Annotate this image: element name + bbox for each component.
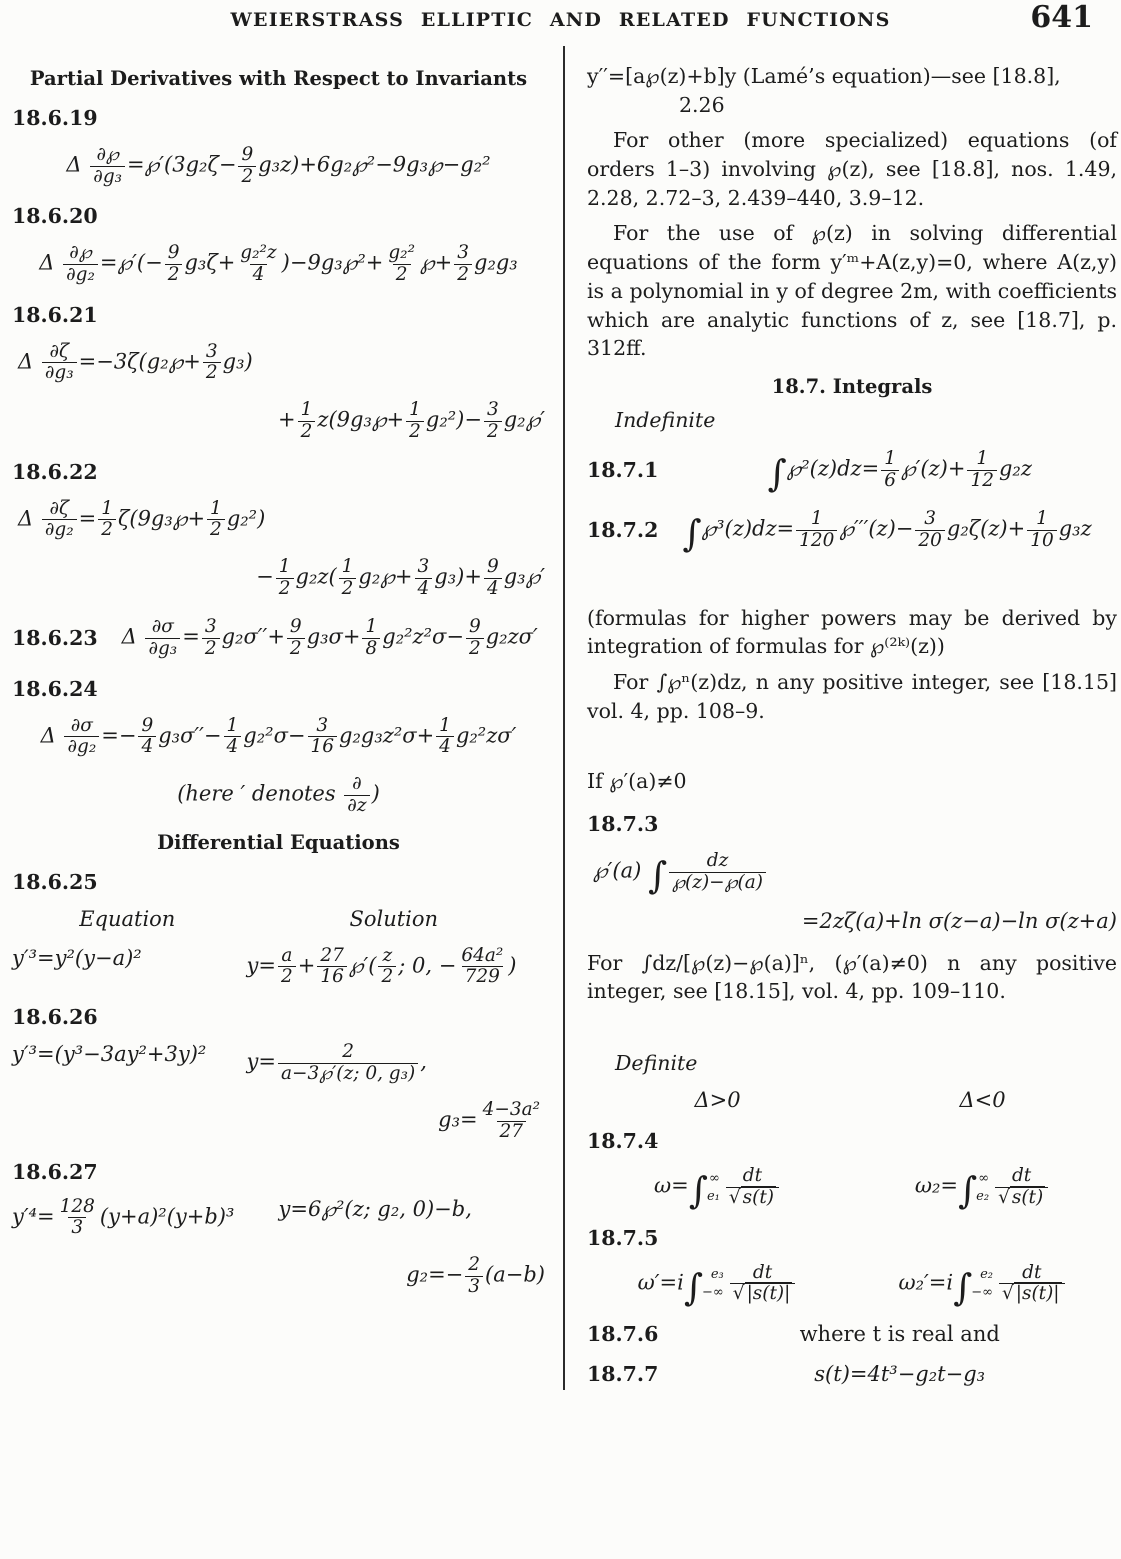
formula-cell: Δ<0 [959, 1088, 1006, 1113]
formula: g₃= $\frac{\text{4−3a²}}{27}$ [438, 1099, 540, 1143]
equation-number: 18.6.20 [12, 204, 98, 229]
formula-cell: y′⁴= $\frac{128}{3}$ (y+a)²(y+b)³ [12, 1195, 235, 1239]
paragraph: For ∫dz/[℘(z)−℘(a)]ⁿ, (℘′(a)≠0) n any positive integer, see [18.15], vol. 4, pp. 109–110. [587, 950, 1117, 1004]
labeled-formula [587, 447, 1117, 495]
equation-number: 18.6.23 [12, 626, 98, 651]
formula-cell: ω=∫ ∞ e₁ $\frac{dt}{√ s(t)}$ [587, 1165, 852, 1209]
formula: Δ $\frac{\partial℘}{\text{∂g₂}}$ =℘′(− $\frac{9}{2}$ g₃ζ+ $\frac{\text{g₂²z}}{4}$ )−9g₃℘²+ $\frac{\text{g₂²}}{2}$ ℘+ $\frac{3}{2}$ g₂g₃ [39, 242, 518, 286]
formula-cell: ω₂=∫ ∞ e₂ $\frac{dt}{√ s(t)}$ [852, 1165, 1117, 1209]
formula-cell: y= $\frac{2}{\text{a−3℘′(z; 0, g₃)}}$ , [246, 1041, 427, 1084]
two-column-layout [0, 53, 1121, 1402]
paragraph: If ℘′(a)≠0 [587, 769, 687, 794]
formula: g₂=− $\frac{2}{3}$ (a−b) [406, 1254, 545, 1297]
formula: + $\frac{1}{2}$ z(9g₃℘+ $\frac{1}{2}$ g₂²)− $\frac{3}{2}$ g₂℘′ [278, 399, 545, 442]
equation-number: 18.6.24 [12, 676, 98, 701]
formula: Δ $\frac{\partial\zeta}{\text{∂g₂}}$ = $\frac{1}{2}$ ζ(9g₃℘+ $\frac{1}{2}$ g₂²) [18, 497, 266, 541]
left-column [0, 53, 563, 1313]
labeled-formula [587, 1362, 1117, 1386]
equation-number: 18.6.27 [12, 1159, 98, 1184]
labeled-formula [12, 616, 545, 660]
formula-cell: y=6℘²(z; g₂, 0)−b, [278, 1196, 472, 1221]
formula: Δ $\frac{\partial℘}{\text{∂g₃}}$ =℘′(3g₂ζ− $\frac{9}{2}$ g₃z)+6g₂℘²−9g₃℘−g₂² [66, 144, 491, 187]
formula-cell: ω′=i∫ e₃ −∞ $\frac{dt}{√ |s(t)|}$ [587, 1262, 852, 1306]
formula-cell: ω₂′=i∫ e₂ −∞ $\frac{dt}{√ |s(t)|}$ [852, 1262, 1117, 1306]
formula: ∫℘²(z)dz= $\frac{1}{6}$ ℘′(z)+ $\frac{1}{12}$ g₂z [767, 447, 1032, 495]
formula-cell: y′³=y²(y−a)² [12, 945, 142, 970]
equation-number: 18.7.3 [587, 812, 659, 837]
spacer [587, 732, 1117, 760]
paragraph: (formulas for higher powers may be derived by integration of formulas for ℘⁽²ᵏ⁾(z)) [587, 605, 1117, 659]
paragraph: For ∫℘ⁿ(z)dz, n any positive integer, see [18.15] vol. 4, pp. 108–9. [587, 670, 1117, 723]
paragraph: For other (more specialized) equations (of orders 1–3) involving ℘(z), see [18.8], nos. 1.49, 2.28, 2.72–3, 2.439–440, 3.9–12. [587, 128, 1117, 210]
formula-cell: Δ>0 [694, 1088, 741, 1113]
two-column-row [12, 1041, 545, 1085]
paragraph-line: 2.26 [679, 92, 725, 117]
equation-number: 18.7.5 [587, 1225, 659, 1250]
paragraph [587, 62, 1117, 119]
spacer [587, 569, 1117, 597]
equation-number: 18.7.1 [587, 458, 659, 483]
formula-cell: Equation [79, 907, 176, 932]
two-column-row [12, 1196, 545, 1240]
equation-number: 18.7.6 [587, 1322, 659, 1347]
two-column-row [587, 1087, 1117, 1113]
two-column-row [12, 906, 545, 932]
formula: Δ $\frac{\partial\sigma}{\text{∂g₂}}$ =− $\frac{9}{4}$ g₃σ′′− $\frac{1}{4}$ g₂²σ− $\frac{3}{16}$ g₂g₃z²σ+ $\frac{1}{4}$ g₂²zσ′ [40, 714, 517, 758]
equation-number: 18.6.22 [12, 459, 98, 484]
right-column [563, 53, 1121, 1402]
subsection-label: Definite [615, 1051, 698, 1076]
page-header [0, 0, 1121, 53]
formula: Δ $\frac{\partial\sigma}{\text{∂g₃}}$ = $\frac{3}{2}$ g₂σ′′+ $\frac{9}{2}$ g₃σ+ $\frac{1}{8}$ g₂²z²σ− $\frac{9}{2}$ g₂zσ′ [121, 616, 538, 659]
equation-number: 18.7.2 [587, 518, 659, 543]
formula: Δ $\frac{\partial\zeta}{\text{∂g₃}}$ =−3ζ(g₂℘+ $\frac{3}{2}$ g₃) [18, 340, 253, 384]
section-heading: Differential Equations [157, 831, 400, 855]
formula: =2zζ(a)+ln σ(z−a)−ln σ(z+a) [801, 909, 1117, 934]
equation-number: 18.6.21 [12, 302, 98, 327]
equation-number: 18.7.7 [587, 1362, 659, 1387]
two-column-row [587, 1165, 1117, 1213]
column-divider [563, 46, 565, 1390]
labeled-formula [587, 1322, 1117, 1346]
formula: s(t)=4t³−g₂t−g₃ [814, 1362, 986, 1387]
two-column-row [587, 1261, 1117, 1309]
formula: (here ′ denotes $\frac{\partial}{\partial z}$ ) [177, 773, 380, 816]
subsection-label: Indefinite [615, 407, 716, 432]
section-heading: Partial Derivatives with Respect to Invariants [29, 67, 528, 90]
formula-cell: y′³=(y³−3ay²+3y)² [12, 1042, 207, 1066]
page-number: 641 [1030, 0, 1093, 35]
equation-number: 18.6.26 [12, 1005, 98, 1029]
paragraph-line: y′′=[a℘(z)+b]y (Lamé’s equation)—see [18.8], [587, 64, 1061, 88]
formula: ∫℘³(z)dz= $\frac{1}{120}$ ℘′′′(z)− $\frac{3}{20}$ g₂ζ(z)+ $\frac{1}{10}$ g₃z [682, 508, 1092, 556]
formula-cell: Solution [349, 907, 439, 932]
formula: where t is real and [799, 1322, 1000, 1347]
formula: − $\frac{1}{2}$ g₂z( $\frac{1}{2}$ g₂℘+ $\frac{3}{4}$ g₃)+ $\frac{9}{4}$ g₃℘′ [256, 555, 545, 599]
page-title: WEIERSTRASS ELLIPTIC AND RELATED FUNCTIONS [230, 9, 891, 31]
paragraph: For the use of ℘(z) in solving differential equations of the form y′ᵐ+A(z,y)=0, where A(z,y) is a polynomial in y of degree 2m, with coefficients which are analytic functions of z, see [18.7], p. 312ff. [587, 221, 1117, 361]
labeled-formula [587, 508, 1117, 556]
equation-number: 18.6.25 [12, 870, 98, 895]
formula-cell: y= $\frac{a}{2}$ + $\frac{27}{16}$ ℘′( $\frac{z}{2}$ ; 0, − $\frac{\text{64a²}}{729}$ ) [246, 944, 517, 988]
equation-number: 18.7.4 [587, 1129, 659, 1154]
spacer [587, 1013, 1117, 1041]
section-heading: 18.7. Integrals [771, 374, 933, 398]
two-column-row [12, 945, 545, 989]
formula: ℘′(a) ∫ $\frac{dz}{℘(z)-℘(a)}$ [587, 850, 1117, 894]
equation-number: 18.6.19 [12, 106, 98, 130]
